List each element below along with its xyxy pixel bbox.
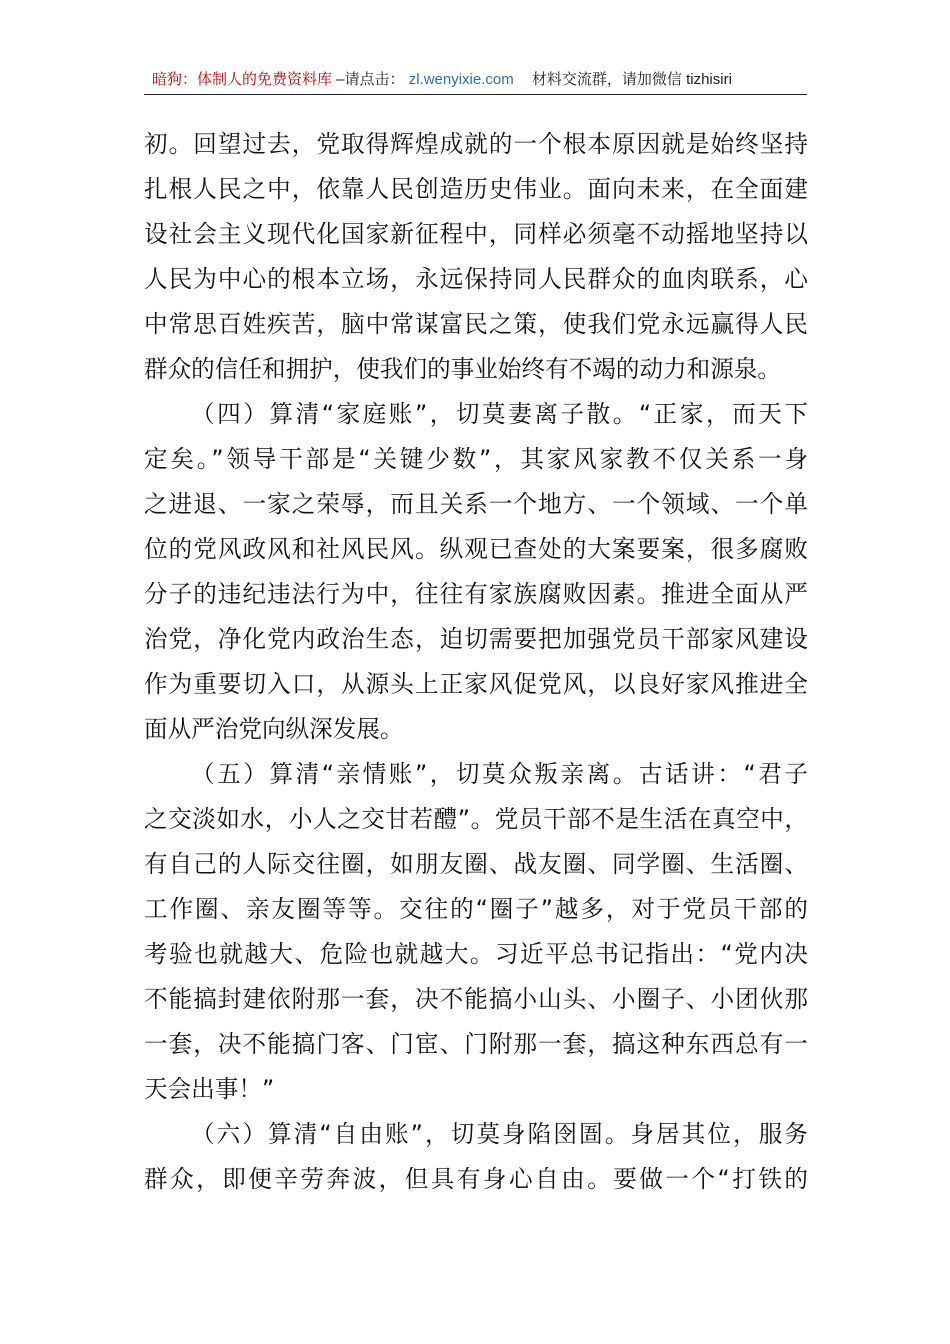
text-line: 有自己的人际交往圈，如朋友圈、战友圈、同学圈、生活圈、 (144, 850, 808, 878)
text-line: 一套，决不能搞门客、门宦、门附那一套，搞这种东西总有一 (144, 1030, 808, 1058)
text-line: （四）算清“家庭账”，切莫妻离子散。“正家，而天下 (191, 400, 808, 428)
text-line: 工作圈、亲友圈等等。交往的“圈子”越多，对于党员干部的 (144, 895, 808, 923)
document-body (144, 122, 808, 1202)
text-line: 群众的信任和拥护，使我们的事业始终有不竭的动力和源泉。 (144, 355, 782, 383)
header-link[interactable]: zl.wenyixie.com (408, 71, 514, 88)
text-line: 不能搞封建依附那一套，决不能搞小山头、小圈子、小团伙那 (144, 985, 808, 1013)
text-line: 治党，净化党内政治生态，迫切需要把加强党员干部家风建设 (144, 625, 808, 653)
text-line: 之进退、一家之荣辱，而且关系一个地方、一个领域、一个单 (144, 490, 808, 518)
text-line: 定矣。”领导干部是“关键少数”，其家风家教不仅关系一身 (144, 445, 808, 473)
text-line: （六）算清“自由账”，切莫身陷囹圄。身居其位，服务 (191, 1120, 808, 1148)
text-line: 之交淡如水，小人之交甘若醴”。党员干部不是生活在真空中， (144, 805, 808, 833)
page-header (144, 68, 807, 95)
text-line: 考验也就越大、危险也就越大。习近平总书记指出：“党内决 (144, 940, 808, 968)
header-contact: 材料交流群，请加微信 tizhisiri (531, 71, 732, 88)
text-line: 中常思百姓疾苦，脑中常谋富民之策，使我们党永远赢得人民 (144, 310, 808, 338)
text-line: 人民为中心的根本立场，永远保持同人民群众的血肉联系，心 (144, 265, 808, 293)
header-prompt: –请点击： (336, 71, 405, 88)
text-line: （五）算清“亲情账”，切莫众叛亲离。古话讲：“君子 (191, 760, 808, 788)
text-line: 天会出事！” (144, 1075, 275, 1103)
text-line: 作为重要切入口，从源头上正家风促党风，以良好家风推进全 (144, 670, 808, 698)
text-line: 位的党风政风和社风民风。纵观已查处的大案要案，很多腐败 (144, 535, 808, 563)
text-line: 面从严治党向纵深发展。 (144, 715, 404, 743)
text-line: 初。回望过去，党取得辉煌成就的一个根本原因就是始终坚持 (144, 130, 808, 158)
header-brand: 暗狗：体制人的免费资料库 (152, 71, 333, 88)
text-line: 群众，即便辛劳奔波，但具有身心自由。要做一个“打铁的 (144, 1165, 808, 1193)
text-line: 设社会主义现代化国家新征程中，同样必须毫不动摇地坚持以 (144, 220, 808, 248)
text-line: 分子的违纪违法行为中，往往有家族腐败因素。推进全面从严 (144, 580, 808, 608)
text-line: 扎根人民之中，依靠人民创造历史伟业。面向未来，在全面建 (144, 175, 808, 203)
